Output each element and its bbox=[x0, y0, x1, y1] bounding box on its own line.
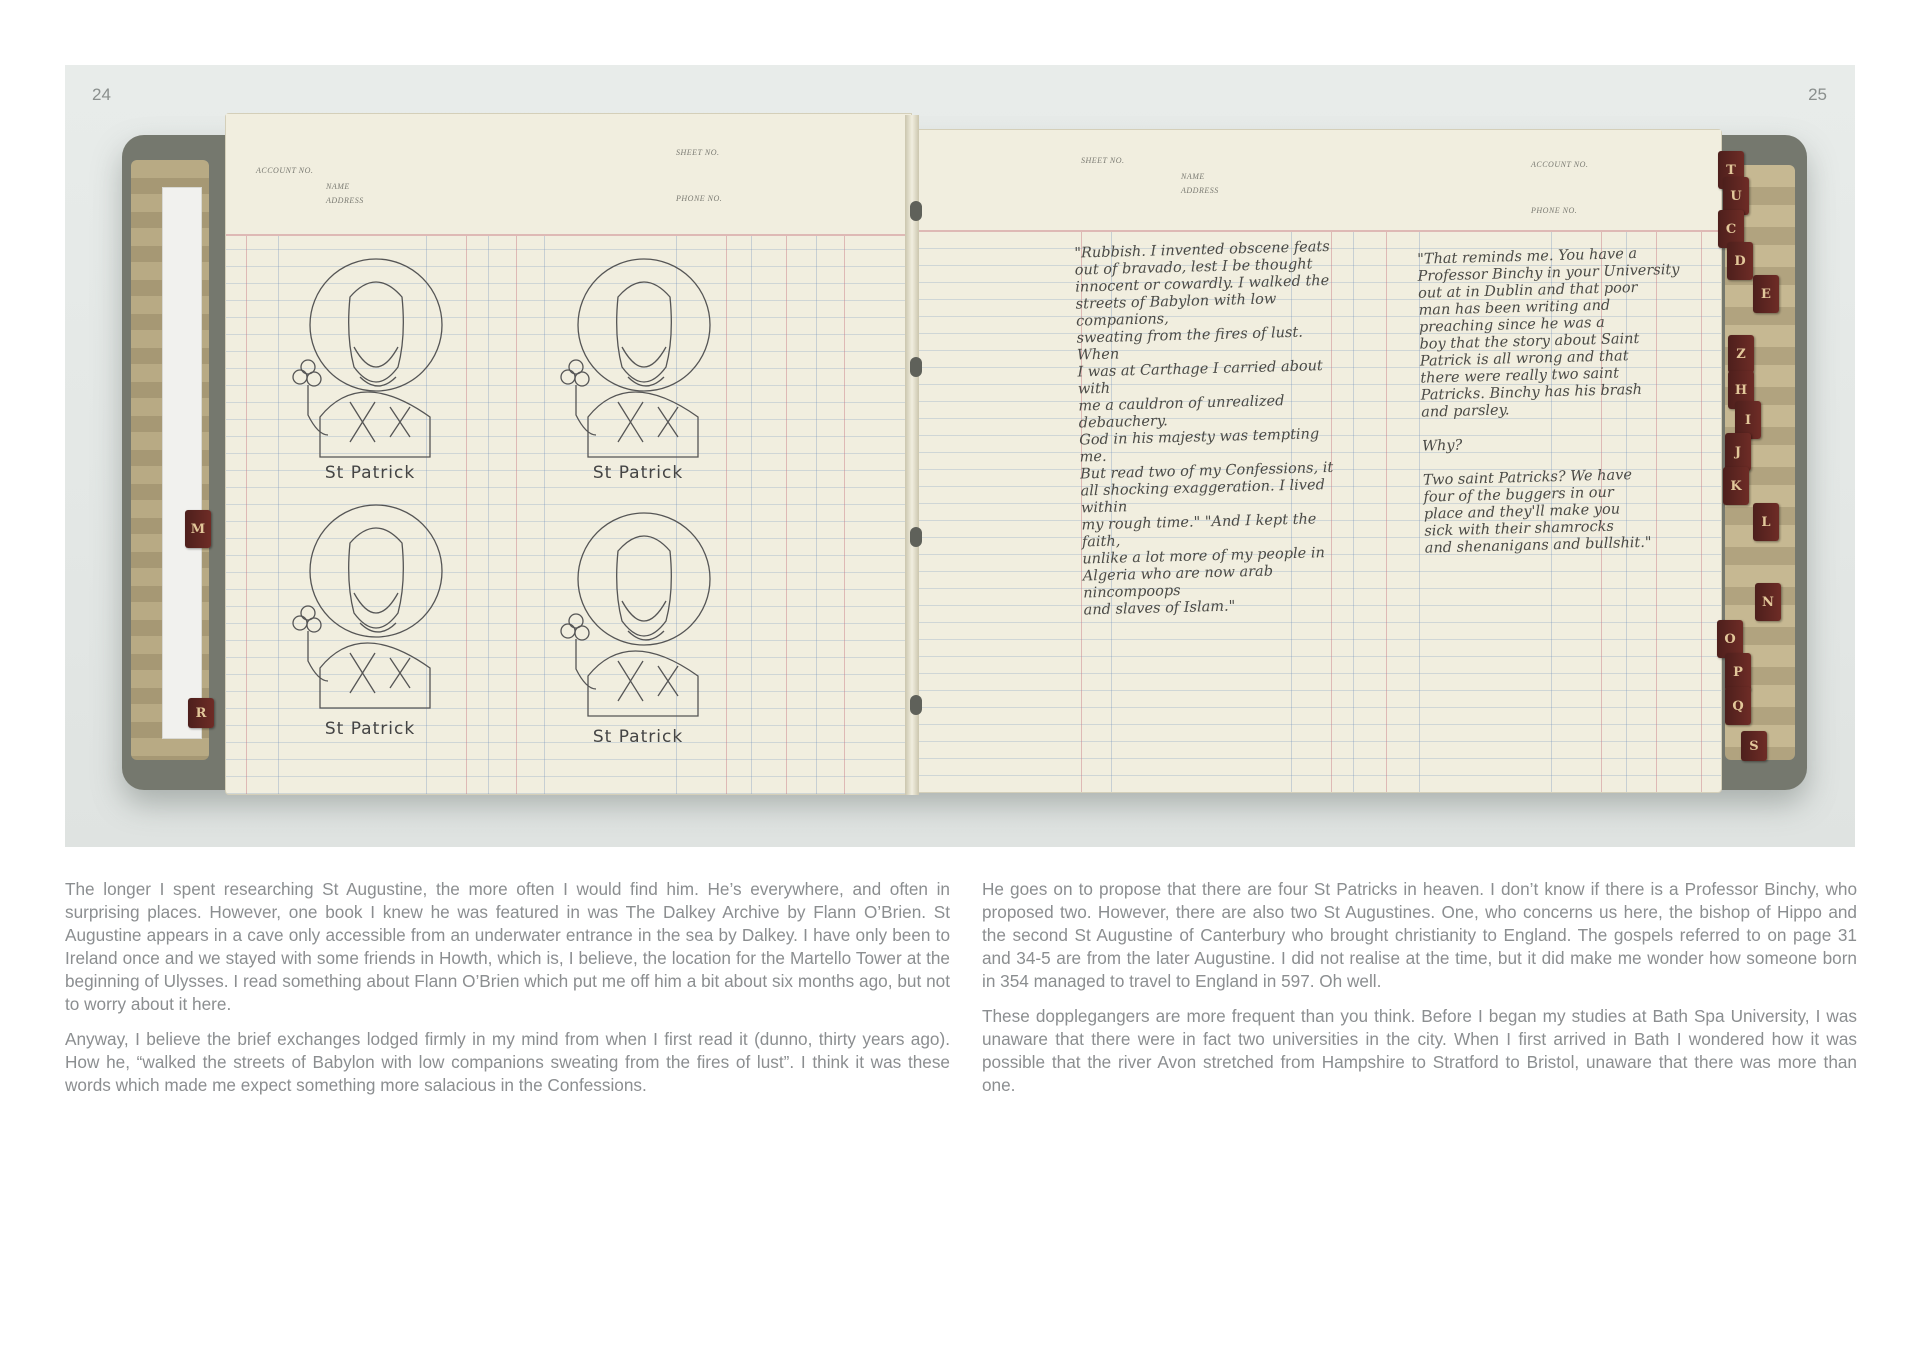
page-number-right: 25 bbox=[1808, 85, 1827, 104]
index-tab: K bbox=[1723, 467, 1749, 505]
index-tab: Q bbox=[1725, 687, 1751, 725]
index-tab: N bbox=[1755, 583, 1781, 621]
address-label: ADDRESS bbox=[326, 196, 364, 205]
index-tab: Z bbox=[1728, 335, 1754, 373]
index-tab: E bbox=[1753, 275, 1779, 313]
st-patrick-sketch bbox=[548, 237, 728, 483]
binder-ring bbox=[910, 201, 922, 221]
handwritten-quote-left: "Rubbish. I invented obscene feats out of bravado, lest I be thought innocent or cowardly. I walked the streets of Babylon with low companions, sweating from the fires of lust. When I was at Carthage I carried about with me a cauldron of unrealized debauchery. God in his majesty was tempting me. But read two of my Confessions, it all shocking exaggeration. I lived within my rough time." "And I kept the faith, unlike a lot more of my people in Algeria who are now arab nincompoops and slaves of Islam." bbox=[1074, 238, 1334, 619]
index-tab: J bbox=[1725, 433, 1751, 471]
index-tab: H bbox=[1728, 371, 1754, 409]
phone-no-label: PHONE NO. bbox=[1531, 206, 1578, 215]
phone-no-label: PHONE NO. bbox=[676, 194, 723, 203]
ledger-header-left bbox=[226, 114, 911, 236]
paragraph: He goes on to propose that there are four St Patricks in heaven. I don’t know if there is a Professor Binchy, who proposed two. However, there are also two St Augustines. One, who concerns us here, the bishop of Hippo and the second St Augustine of Canterbury who brought christianity to England. The gospels referred to on page 31 and 34-5 are from the later Augustine. I did not realise at the time, but it did make me wonder how someone born in 354 managed to travel to England in 597. Oh well. bbox=[982, 879, 1857, 991]
st-patrick-sketch bbox=[280, 493, 460, 739]
account-no-label: ACCOUNT NO. bbox=[1531, 160, 1589, 169]
sketch-caption: St Patrick bbox=[592, 463, 684, 483]
address-label: ADDRESS bbox=[1181, 186, 1219, 195]
page-number-left: 24 bbox=[92, 85, 111, 104]
name-label: NAME bbox=[1181, 172, 1205, 181]
name-label: NAME bbox=[326, 182, 350, 191]
st-patrick-sketch bbox=[280, 237, 460, 483]
index-tab: L bbox=[1753, 503, 1779, 541]
index-tab: T bbox=[1718, 151, 1744, 189]
index-tab: D bbox=[1727, 242, 1753, 280]
body-column-left bbox=[65, 878, 950, 1109]
paragraph: The longer I spent researching St Augustine, the more often I would find him. He’s everywhere, and often in surprising places. However, one book I knew he was featured in was The Dalkey Archive by Flann O’Brien. St Augustine appears in a cave only accessible from an underwater entrance in the sea by Dalkey. I have only been to Ireland once and we stayed with some friends in Howth, which is, I believe, the location for the Martello Tower at the beginning of Ulysses. I read something about Flann O’Brien which put me off him a bit about six months ago, but not to worry about it here. bbox=[65, 879, 950, 1014]
body-column-right bbox=[982, 878, 1857, 1109]
binder-ring bbox=[910, 357, 922, 377]
sketch-caption: St Patrick bbox=[324, 719, 416, 739]
index-tab: O bbox=[1717, 620, 1743, 658]
st-patrick-sketch bbox=[548, 501, 728, 747]
sheet-no-label: SHEET NO. bbox=[1081, 156, 1125, 165]
binder-ring bbox=[910, 527, 922, 547]
ledger-header-right bbox=[911, 130, 1721, 232]
sheet-no-label: SHEET NO. bbox=[676, 148, 720, 157]
sketch-caption: St Patrick bbox=[324, 463, 416, 483]
index-tab: M bbox=[185, 510, 211, 548]
paragraph: Anyway, I believe the brief exchanges lodged firmly in my mind from when I first read it (dunno, thirty years ago). How he, “walked the streets of Babylon with low companions sweating from the fires of lust”. I think it was these words which made me expect something more salacious in the Confessions. bbox=[65, 1029, 950, 1095]
ledger-photo bbox=[65, 65, 1855, 847]
index-tab: R bbox=[188, 698, 214, 728]
account-no-label: ACCOUNT NO. bbox=[256, 166, 314, 175]
sketch-caption: St Patrick bbox=[592, 727, 684, 747]
index-tab: S bbox=[1741, 731, 1767, 761]
index-tab: P bbox=[1725, 653, 1751, 691]
index-tab: U bbox=[1723, 177, 1749, 215]
binder-ring bbox=[910, 695, 922, 715]
ledger-page-right bbox=[910, 129, 1722, 793]
handwritten-quote-right: "That reminds me. You have a Professor Binchy in your University out at in Dublin and that poor man has been writing and preaching since he was a boy that the story about Saint Patrick is all wrong and that there were really two saint Patricks. Binchy has his brash and parsley. Why? Two saint Patricks? We have four of the buggers in our place and they'll make you sick with their shamrocks and shenanigans and bullshit." bbox=[1417, 245, 1680, 557]
inserted-card bbox=[162, 187, 202, 739]
index-tab: C bbox=[1718, 210, 1744, 248]
paragraph: These dopplegangers are more frequent than you think. Before I began my studies at Bath Spa University, I was unaware that there were in fact two universities in the city. When I first arrived in Bath I wondered how it was possible that the river Avon stretched from Hampshire to Stratford to Bristol, unaware that there was more than one. bbox=[982, 1006, 1857, 1095]
index-tab: I bbox=[1735, 401, 1761, 439]
